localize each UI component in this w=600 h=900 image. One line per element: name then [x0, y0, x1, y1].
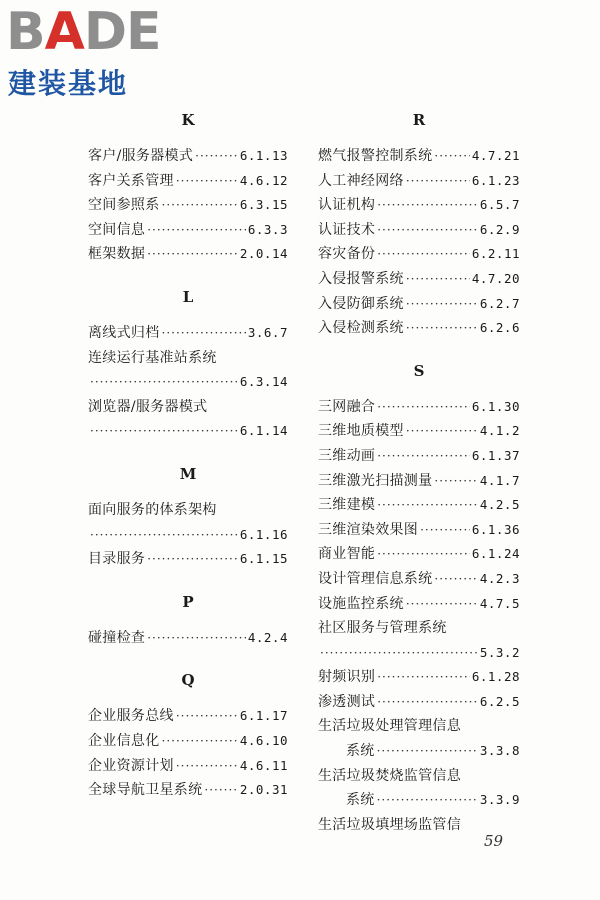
index-term: 容灾备份	[318, 246, 376, 263]
index-entry	[318, 788, 520, 813]
index-term: 企业资源计划	[88, 757, 174, 774]
index-entry	[318, 764, 520, 789]
index-page-ref: 4.7.20	[471, 270, 520, 286]
section-letter: R	[412, 111, 426, 129]
index-term: 企业服务总线	[88, 708, 174, 725]
index-page-ref: 6.5.7	[479, 197, 520, 213]
index-entry	[88, 346, 288, 371]
index-page-ref: 6.2.5	[479, 693, 520, 709]
index-page-ref: 6.2.11	[471, 246, 520, 262]
index-term: 设计管理信息系统	[318, 570, 433, 587]
index-term: 框架数据	[88, 246, 146, 263]
index-entry	[88, 370, 288, 395]
index-term: 入侵检测系统	[318, 320, 404, 337]
index-section-r	[318, 108, 520, 341]
index-page-ref: 2.0.31	[239, 782, 288, 798]
dot-leader	[406, 419, 478, 444]
index-page-ref: 4.6.10	[239, 732, 288, 748]
index-page-ref: 3.6.7	[247, 324, 288, 340]
index-term: 客户关系管理	[88, 172, 174, 189]
index-entry	[88, 778, 288, 803]
index-term: 认证技术	[318, 221, 376, 238]
index-entry	[318, 144, 520, 169]
index-entry	[88, 523, 288, 548]
index-page-ref: 6.1.23	[471, 172, 520, 188]
section-letter: S	[413, 361, 425, 380]
index-entry	[88, 419, 288, 444]
index-entry	[318, 518, 520, 543]
dot-leader	[176, 169, 238, 194]
index-entry	[88, 547, 288, 572]
index-page-ref: 6.1.13	[239, 148, 288, 163]
index-term: 商业智能	[318, 546, 376, 563]
dot-leader	[406, 592, 478, 617]
index-term: 企业信息化	[88, 732, 160, 749]
index-page-ref: 6.2.7	[479, 295, 520, 311]
section-spacer	[88, 444, 288, 458]
index-section-s	[318, 341, 520, 838]
index-section-k	[88, 108, 288, 267]
dot-leader	[162, 321, 246, 346]
dot-leader	[377, 395, 470, 420]
index-term: 三维地质模型	[318, 423, 404, 440]
dot-leader	[434, 469, 477, 494]
dot-leader	[377, 193, 478, 218]
index-entry	[88, 498, 288, 523]
index-page-ref: 6.1.16	[239, 526, 288, 542]
index-term: 三维渲染效果图	[318, 521, 419, 538]
index-page-ref: 6.1.15	[239, 551, 288, 567]
index-entry	[88, 242, 288, 267]
index-page-ref: 6.1.14	[239, 423, 288, 439]
dot-leader	[377, 493, 478, 518]
index-term: 空间信息	[88, 221, 146, 238]
index-term: 连续运行基准站系统	[88, 349, 217, 366]
index-entry	[318, 267, 520, 292]
index-page-ref: 6.3.3	[247, 221, 288, 237]
dot-leader	[377, 242, 470, 267]
dot-leader	[147, 626, 246, 651]
index-entry	[318, 542, 520, 567]
index-entry	[88, 754, 288, 779]
dot-leader	[377, 739, 478, 764]
index-entry	[318, 690, 520, 715]
section-spacer	[318, 341, 520, 355]
index-page-ref: 6.1.36	[471, 521, 520, 537]
index-entry	[88, 321, 288, 346]
index-page-ref: 4.2.4	[247, 629, 288, 645]
index-page-ref: 4.7.5	[479, 595, 520, 611]
index-term: 社区服务与管理系统	[318, 620, 447, 637]
index-term: 客户/服务器模式	[88, 148, 194, 164]
index-page-ref: 3.3.8	[479, 743, 520, 759]
index-entry	[88, 729, 288, 754]
index-term: 生活垃圾焚烧监管信息	[318, 767, 461, 784]
bade-logo	[6, 2, 176, 100]
logo-letter-a: A	[44, 2, 84, 62]
dot-leader	[90, 419, 238, 444]
index-term: 人工神经网络	[318, 172, 404, 189]
dot-leader	[434, 567, 477, 592]
index-entry	[318, 169, 520, 194]
index-entry	[318, 419, 520, 444]
index-term: 入侵防御系统	[318, 295, 404, 312]
dot-leader	[377, 665, 470, 690]
index-term: 渗透测试	[318, 693, 376, 710]
dot-leader	[406, 169, 470, 194]
index-term: 离线式归档	[88, 324, 160, 341]
index-entry	[88, 169, 288, 194]
index-term: 生活垃圾处理管理信息	[318, 718, 461, 735]
section-spacer	[88, 650, 288, 664]
index-section-p	[88, 572, 288, 651]
index-entry	[318, 242, 520, 267]
index-entry	[88, 395, 288, 420]
dot-leader	[90, 370, 238, 395]
dot-leader	[204, 778, 237, 803]
index-page-ref: 6.1.37	[471, 447, 520, 463]
section-letter: Q	[181, 671, 195, 690]
index-page-ref: 6.2.9	[479, 221, 520, 237]
section-letter: K	[181, 111, 195, 129]
index-section-q	[88, 650, 288, 802]
index-section-m	[88, 444, 288, 572]
index-entry	[88, 193, 288, 218]
index-term: 射频识别	[318, 669, 376, 686]
dot-leader	[195, 144, 238, 169]
index-column-right	[318, 104, 520, 837]
dot-leader	[147, 218, 246, 243]
index-term: 三维动画	[318, 447, 376, 464]
index-entry	[318, 316, 520, 341]
index-page-ref: 6.1.17	[239, 708, 288, 724]
index-page-ref: 3.3.9	[479, 792, 520, 808]
index-term: 三维建模	[318, 497, 376, 514]
index-page-ref: 4.6.12	[239, 172, 288, 188]
dot-leader	[434, 144, 469, 169]
index-entry	[318, 469, 520, 494]
dot-leader	[377, 444, 470, 469]
index-entry	[318, 592, 520, 617]
dot-leader	[377, 690, 478, 715]
index-entry	[318, 641, 520, 666]
index-column-left	[88, 104, 288, 803]
index-entry	[88, 144, 288, 169]
index-term: 入侵报警系统	[318, 270, 404, 287]
section-spacer	[88, 267, 288, 281]
index-entry	[88, 626, 288, 651]
index-page-ref: 4.2.3	[479, 570, 520, 586]
index-term: 面向服务的体系架构	[88, 501, 217, 518]
index-term: 三网融合	[318, 398, 376, 415]
index-entry	[318, 665, 520, 690]
dot-leader	[377, 542, 470, 567]
index-page-ref: 4.2.5	[479, 497, 520, 513]
index-page-ref: 6.1.24	[471, 546, 520, 562]
logo-subtitle: 建装基地	[8, 67, 129, 100]
dot-leader	[147, 547, 238, 572]
index-page-ref: 6.3.14	[239, 374, 288, 390]
index-section-l	[88, 267, 288, 444]
dot-leader	[176, 754, 238, 779]
index-page-ref: 4.1.7	[479, 472, 520, 488]
index-entry	[318, 218, 520, 243]
index-page-ref: 4.1.2	[479, 423, 520, 439]
index-page-ref: 6.3.15	[239, 197, 288, 213]
dot-leader	[162, 729, 238, 754]
index-entry	[318, 493, 520, 518]
index-term: 生活垃圾填埋场监管信	[318, 816, 461, 833]
index-entry	[318, 193, 520, 218]
dot-leader	[320, 641, 478, 666]
index-term: 浏览器/服务器模式	[88, 398, 208, 415]
index-entry	[318, 444, 520, 469]
logo-wordmark	[6, 4, 161, 60]
section-letter: M	[179, 464, 197, 483]
index-term: 系统	[346, 743, 375, 760]
index-term: 系统	[346, 792, 375, 809]
dot-leader	[176, 704, 238, 729]
index-term: 目录服务	[88, 551, 146, 568]
page-number: 59	[484, 832, 504, 850]
index-term: 设施监控系统	[318, 595, 404, 612]
index-entry	[318, 616, 520, 641]
logo-letter-b: B	[6, 2, 45, 62]
section-letter: L	[182, 287, 194, 306]
dot-leader	[377, 788, 478, 813]
index-entry	[318, 567, 520, 592]
index-term: 空间参照系	[88, 197, 160, 214]
dot-leader	[406, 292, 478, 317]
index-page-ref: 4.7.21	[471, 148, 520, 163]
index-entry	[318, 292, 520, 317]
index-entry	[318, 395, 520, 420]
index-page-ref: 6.2.6	[479, 320, 520, 336]
index-entry	[88, 704, 288, 729]
dot-leader	[90, 523, 238, 548]
index-page-ref: 6.1.28	[471, 669, 520, 685]
dot-leader	[420, 518, 470, 543]
dot-leader	[162, 193, 238, 218]
index-term: 认证机构	[318, 197, 376, 214]
index-term: 三维激光扫描测量	[318, 472, 433, 489]
dot-leader	[406, 267, 470, 292]
index-page-ref: 6.1.30	[471, 398, 520, 414]
section-spacer	[88, 572, 288, 586]
index-page-ref: 4.6.11	[239, 757, 288, 773]
section-letter: P	[182, 592, 194, 611]
index-entry	[88, 218, 288, 243]
index-term: 燃气报警控制系统	[318, 148, 433, 164]
index-entry	[318, 714, 520, 739]
dot-leader	[406, 316, 478, 341]
logo-letters-de: DE	[83, 2, 161, 62]
index-term: 全球导航卫星系统	[88, 782, 203, 799]
dot-leader	[377, 218, 478, 243]
dot-leader	[147, 242, 238, 267]
index-page-ref: 2.0.14	[239, 246, 288, 262]
index-entry	[318, 739, 520, 764]
index-term: 碰撞检查	[88, 629, 146, 646]
index-page-ref: 5.3.2	[479, 644, 520, 660]
